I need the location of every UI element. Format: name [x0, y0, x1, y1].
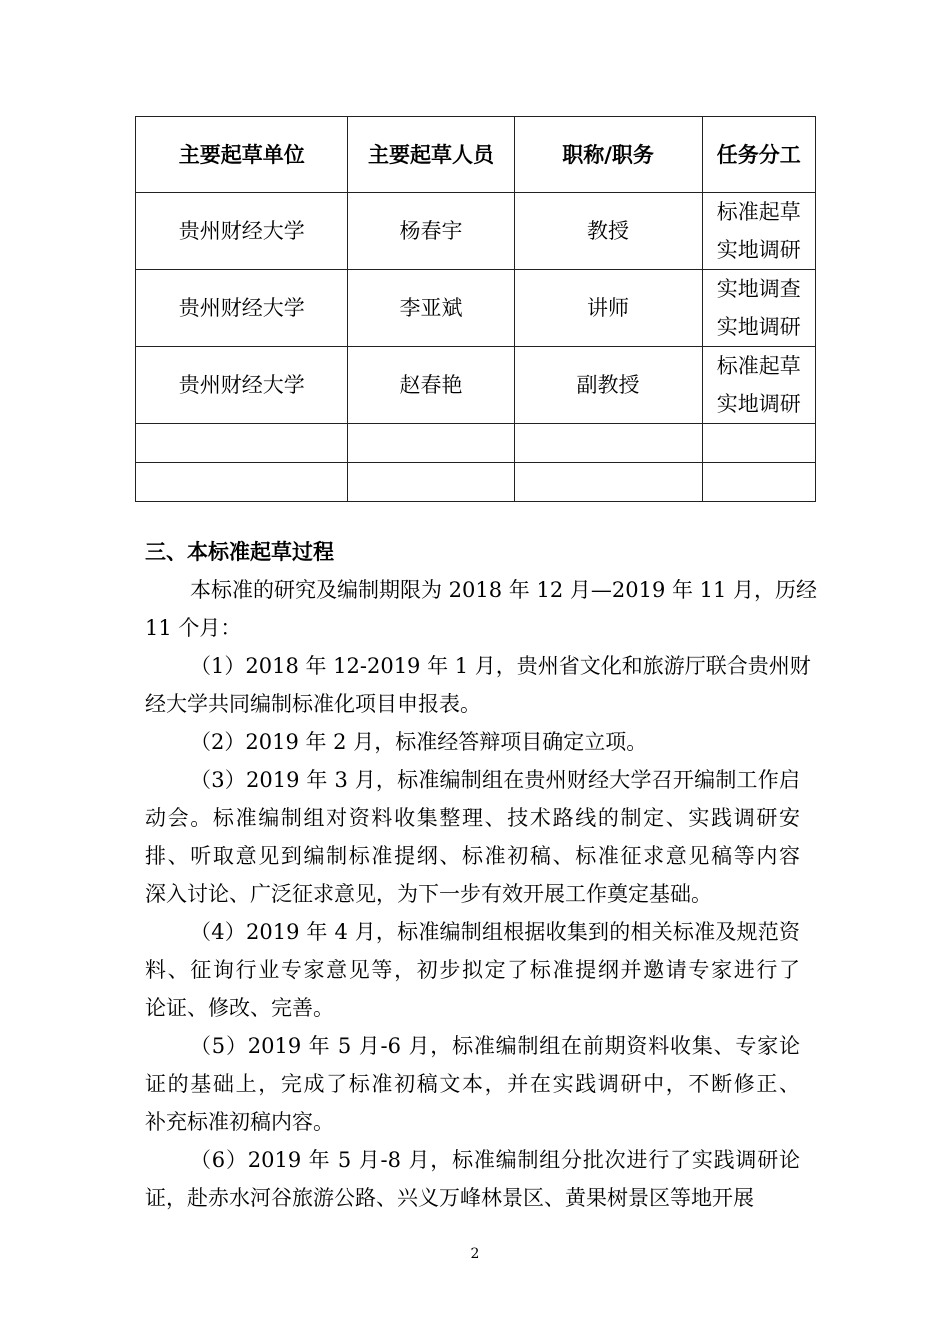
section-body: [145, 533, 818, 1217]
paragraph-line: 11 个月：: [145, 616, 242, 640]
paragraph-line: 动会。标准编制组对资料收集整理、技术路线的制定、实践调研安: [145, 806, 800, 830]
cell-person: 李亚斌: [348, 270, 514, 347]
paragraph-line: （5）2019 年 5 月-6 月，标准编制组在前期资料收集、专家论: [190, 1034, 800, 1058]
header-tasks: 任务分工: [702, 117, 815, 193]
paragraph-line: （3）2019 年 3 月，标准编制组在贵州财经大学召开编制工作启: [190, 768, 800, 792]
cell-person: 赵春艳: [348, 347, 514, 424]
cell-unit: 贵州财经大学: [136, 347, 348, 424]
empty-table-row: [136, 463, 816, 502]
empty-cell: [348, 424, 514, 463]
paragraph-line: 深入讨论、广泛征求意见，为下一步有效开展工作奠定基础。: [145, 882, 712, 906]
cell-title: 教授: [514, 193, 702, 270]
paragraph-line: 经大学共同编制标准化项目申报表。: [145, 692, 481, 716]
table-row: [136, 270, 816, 347]
cell-title: 副教授: [514, 347, 702, 424]
paragraph-line: 论证、修改、完善。: [145, 996, 334, 1020]
paragraph-line: 本标准的研究及编制期限为 2018 年 12 月—2019 年 11 月，历经: [190, 578, 818, 602]
empty-cell: [514, 424, 702, 463]
cell-unit: 贵州财经大学: [136, 270, 348, 347]
header-person: 主要起草人员: [348, 117, 514, 193]
page-number: 2: [470, 1246, 480, 1262]
table-row: [136, 347, 816, 424]
paragraph-line: （6）2019 年 5 月-8 月，标准编制组分批次进行了实践调研论: [190, 1148, 800, 1172]
task: 实地调查: [716, 277, 801, 301]
empty-cell: [136, 424, 348, 463]
table-row: [136, 193, 816, 270]
cell-unit: 贵州财经大学: [136, 193, 348, 270]
paragraph-line: 证，赴赤水河谷旅游公路、兴义万峰林景区、黄果树景区等地开展: [145, 1186, 754, 1210]
task: 实地调研: [716, 315, 801, 339]
empty-cell: [514, 463, 702, 502]
cell-tasks: [702, 270, 815, 347]
paragraph-line: 补充标准初稿内容。: [145, 1110, 334, 1134]
cell-tasks: [702, 347, 815, 424]
empty-cell: [702, 424, 815, 463]
header-unit: 主要起草单位: [136, 117, 348, 193]
task: 实地调研: [716, 392, 801, 416]
paragraph-line: 排、听取意见到编制标准提纲、标准初稿、标准征求意见稿等内容: [145, 844, 800, 868]
paragraph-line: （2）2019 年 2 月，标准经答辩项目确定立项。: [190, 730, 648, 754]
empty-cell: [136, 463, 348, 502]
section-heading: 三、本标准起草过程: [145, 540, 334, 564]
paragraph-line: （1）2018 年 12-2019 年 1 月，贵州省文化和旅游厅联合贵州财: [190, 654, 811, 678]
header-title: 职称/职务: [514, 117, 702, 193]
empty-table-row: [136, 424, 816, 463]
table-header-row: [136, 117, 816, 193]
paragraph-line: （4）2019 年 4 月，标准编制组根据收集到的相关标准及规范资: [190, 920, 800, 944]
empty-cell: [702, 463, 815, 502]
empty-cell: [348, 463, 514, 502]
paragraph-line: 料、征询行业专家意见等，初步拟定了标准提纲并邀请专家进行了: [145, 958, 800, 982]
paragraph-line: 证的基础上，完成了标准初稿文本，并在实践调研中，不断修正、: [145, 1072, 800, 1096]
cell-person: 杨春宇: [348, 193, 514, 270]
cell-tasks: [702, 193, 815, 270]
task: 标准起草: [716, 200, 801, 224]
drafters-table: [135, 116, 816, 502]
cell-title: 讲师: [514, 270, 702, 347]
task: 实地调研: [716, 238, 801, 262]
task: 标准起草: [716, 354, 801, 378]
